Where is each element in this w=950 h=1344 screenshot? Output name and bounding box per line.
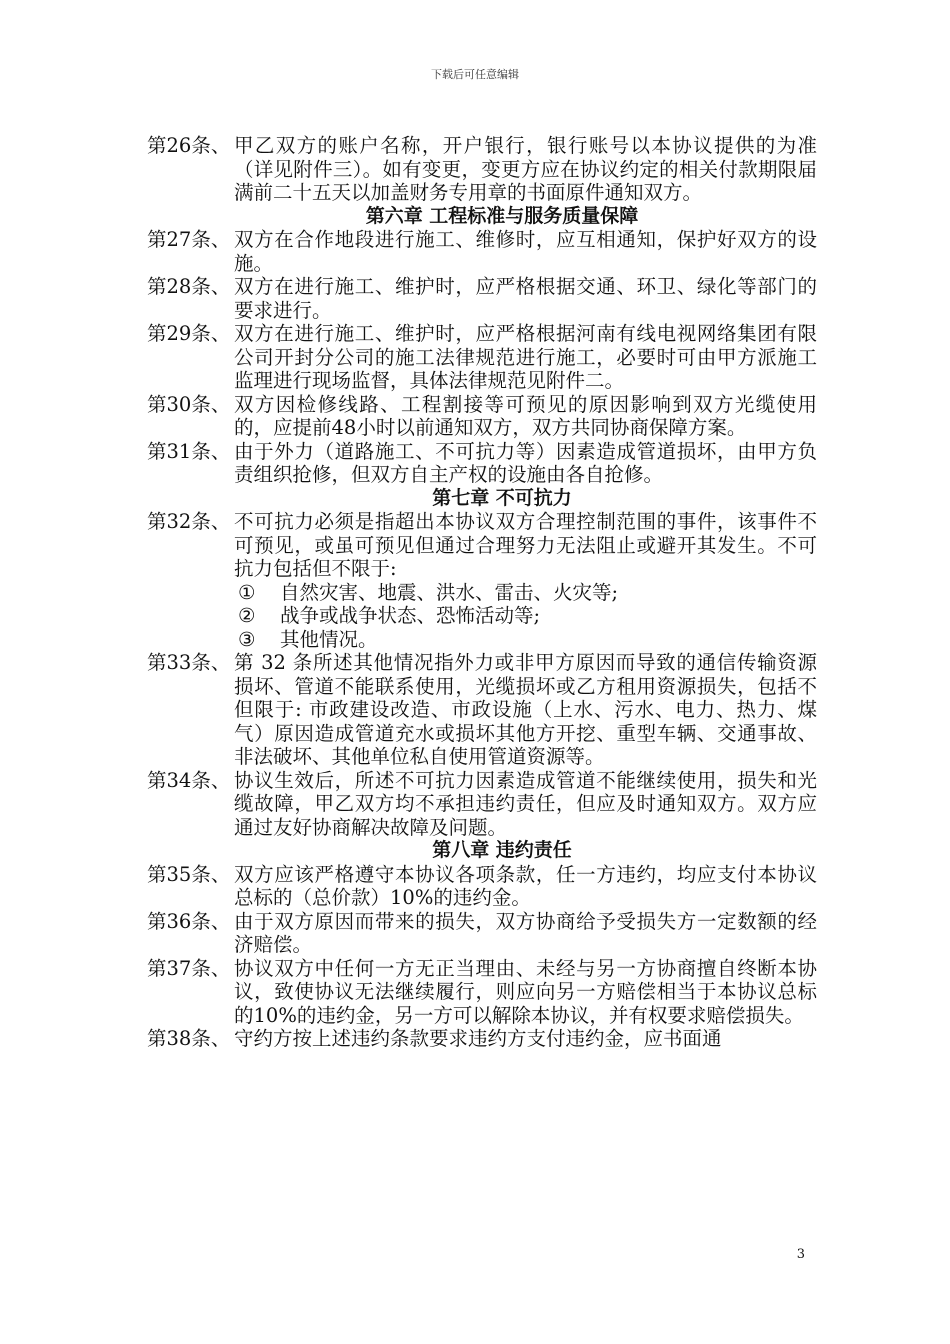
article-text: 不可抗力必须是指超出本协议双方合理控制范围的事件，该事件不可预见，或虽可预见但通过合理努力无法阻止或避开其发生。不可抗力包括但不限于: <box>234 510 817 580</box>
list-item-text: 战争或战争状态、恐怖活动等; <box>280 604 541 627</box>
article-number: 第32条、 <box>147 510 231 533</box>
article-number: 第29条、 <box>147 322 231 345</box>
list-item-marker: ③ <box>238 627 256 651</box>
article-text: 协议双方中任何一方无正当理由、未经与另一方协商擅自终断本协议，致使协议无法继续履行，则应向另一方赔偿相当于本协议总标的10%的违约金，另一方可以解除本协议，并有权要求赔偿损失。 <box>234 956 817 1027</box>
article-text: 第 32 条所述其他情况指外力或非甲方原因而导致的通信传输资源损坏、管道不能联系使用，光缆损坏或乙方租用资源损失，包括不但限于: 市政建设改造、市政设施（上水、污水、电力、热力、煤气）原因造成管道充水或损坏其他方开挖、重型车辆、交通事故、非法破坏、其他单位私自使用管道资源等。 <box>234 651 817 768</box>
page-number: 3 <box>796 1247 805 1262</box>
list-item-marker: ② <box>238 604 256 627</box>
article-number: 第34条、 <box>147 768 231 792</box>
article <box>147 510 817 581</box>
article-text: 双方因检修线路、工程割接等可预见的原因影响到双方光缆使用的，应提前48小时以前通知双方，双方共同协商保障方案。 <box>234 392 817 439</box>
article <box>147 910 817 957</box>
article <box>147 228 817 275</box>
enumerated-list <box>147 581 817 652</box>
article-number: 第33条、 <box>147 651 231 674</box>
article <box>147 769 817 840</box>
list-item <box>234 581 817 605</box>
article-text: 协议生效后，所述不可抗力因素造成管道不能继续使用，损失和光缆故障，甲乙双方均不承担违约责任，但应及时通知双方。双方应通过友好协商解决故障及问题。 <box>234 768 817 839</box>
article <box>147 134 817 205</box>
article <box>147 957 817 1028</box>
list-item-text: 其他情况。 <box>280 627 378 651</box>
article-text: 双方应该严格遵守本协议各项条款，任一方违约，均应支付本协议总标的（总价款）10%的违约金。 <box>234 862 817 909</box>
article-text: 由于外力（道路施工、不可抗力等）因素造成管道损坏，由甲方负责组织抢修，但双方自主产权的设施由各自抢修。 <box>234 439 817 486</box>
article <box>147 440 817 487</box>
article <box>147 1027 817 1051</box>
article <box>147 275 817 322</box>
list-item <box>234 604 817 628</box>
article-number: 第30条、 <box>147 392 231 416</box>
list-item-marker: ① <box>238 580 256 604</box>
article-number: 第36条、 <box>147 909 231 933</box>
page-header: 下载后可任意编辑 <box>431 68 519 81</box>
article-number: 第28条、 <box>147 275 231 298</box>
article-text: 由于双方原因而带来的损失，双方协商给予受损失方一定数额的经济赔偿。 <box>234 909 817 956</box>
article <box>147 863 817 910</box>
article-text: 双方在合作地段进行施工、维修时，应互相通知，保护好双方的设施。 <box>234 228 817 275</box>
article-text: 双方在进行施工、维护时，应严格根据交通、环卫、绿化等部门的要求进行。 <box>234 275 817 322</box>
chapter-heading: 第六章 工程标准与服务质量保障 <box>365 204 639 227</box>
article <box>147 322 817 393</box>
article-number: 第37条、 <box>147 956 231 980</box>
chapter-heading: 第七章 不可抗力 <box>432 486 572 509</box>
article-text: 甲乙双方的账户名称，开户银行，银行账号以本协议提供的为准（详见附件三）。如有变更，变更方应在协议约定的相关付款期限届满前二十五天以加盖财务专用章的书面原件通知双方。 <box>234 134 817 204</box>
list-item <box>234 628 817 652</box>
document-body <box>147 134 817 1051</box>
chapter-heading: 第八章 违约责任 <box>432 839 572 861</box>
article-text: 双方在进行施工、维护时，应严格根据河南有线电视网络集团有限公司开封分公司的施工法律规范进行施工，必要时可由甲方派施工监理进行现场监督，具体法律规范见附件二。 <box>234 322 817 392</box>
article-number: 第27条、 <box>147 228 231 251</box>
list-item-text: 自然灾害、地震、洪水、雷击、火灾等; <box>280 580 619 604</box>
article-number: 第31条、 <box>147 439 231 463</box>
article <box>147 393 817 440</box>
article-number: 第35条、 <box>147 862 231 886</box>
article-number: 第38条、 <box>147 1027 231 1050</box>
article-text: 守约方按上述违约条款要求违约方支付违约金，应书面通 <box>234 1027 722 1050</box>
article-number: 第26条、 <box>147 134 231 157</box>
article <box>147 651 817 769</box>
